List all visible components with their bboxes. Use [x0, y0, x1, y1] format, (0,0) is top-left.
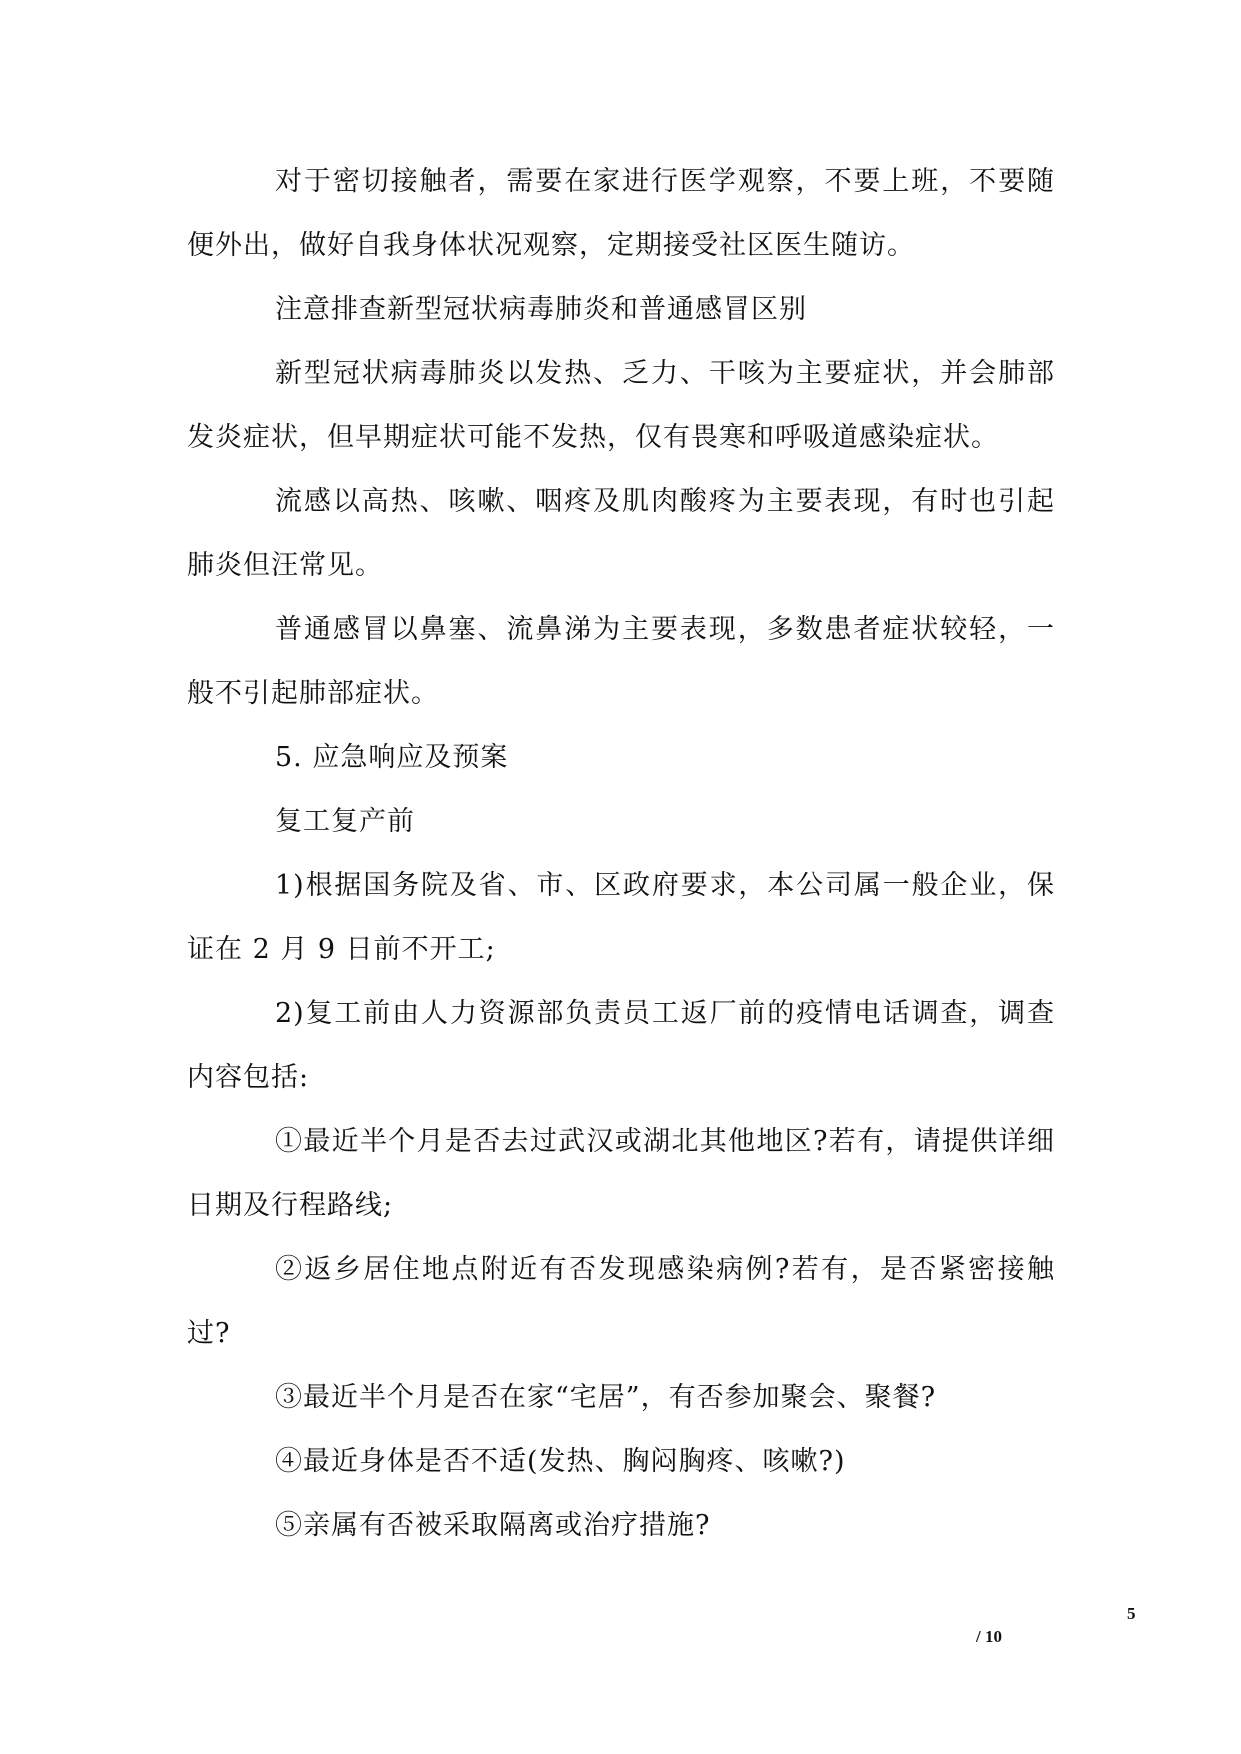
paragraph-cold-symptoms: 普通感冒以鼻塞、流鼻涕为主要表现，多数患者症状较轻，一般不引起肺部症状。	[187, 614, 1055, 709]
survey-question-2: ②返乡居住地点附近有否发现感染病例?若有，是否紧密接触过?	[187, 1254, 1055, 1349]
list-item-1: 1)根据国务院及省、市、区政府要求，本公司属一般企业，保证在 2 月 9 日前不开工;	[187, 870, 1055, 965]
paragraph-close-contacts: 对于密切接触者，需要在家进行医学观察，不要上班，不要随便外出，做好自我身体状况观察，定期接受社区医生随访。	[187, 166, 1055, 261]
survey-question-3: ③最近半个月是否在家“宅居”，有否参加聚会、聚餐?	[275, 1382, 937, 1413]
subheading-before-resumption: 复工复产前	[275, 806, 415, 837]
section-heading-emergency-response: 5. 应急响应及预案	[275, 742, 509, 773]
paragraph-flu-symptoms: 流感以高热、咳嗽、咽疼及肌肉酸疼为主要表现，有时也引起肺炎但汪常见。	[187, 486, 1055, 581]
survey-question-5: ⑤亲属有否被采取隔离或治疗措施?	[275, 1510, 711, 1541]
page-number: 5	[1127, 1604, 1136, 1623]
survey-question-1: ①最近半个月是否去过武汉或湖北其他地区?若有，请提供详细日期及行程路线;	[187, 1126, 1055, 1221]
survey-question-4: ④最近身体是否不适(发热、胸闷胸疼、咳嗽?)	[275, 1446, 846, 1477]
document-body	[187, 150, 1055, 1558]
paragraph-heading-distinguish: 注意排查新型冠状病毒肺炎和普通感冒区别	[275, 294, 807, 325]
page-total: / 10	[976, 1627, 1002, 1646]
paragraph-covid-symptoms: 新型冠状病毒肺炎以发热、乏力、干咳为主要症状，并会肺部发炎症状，但早期症状可能不发热，仅有畏寒和呼吸道感染症状。	[187, 358, 1055, 453]
list-item-2: 2)复工前由人力资源部负责员工返厂前的疫情电话调查，调查内容包括:	[187, 998, 1055, 1093]
